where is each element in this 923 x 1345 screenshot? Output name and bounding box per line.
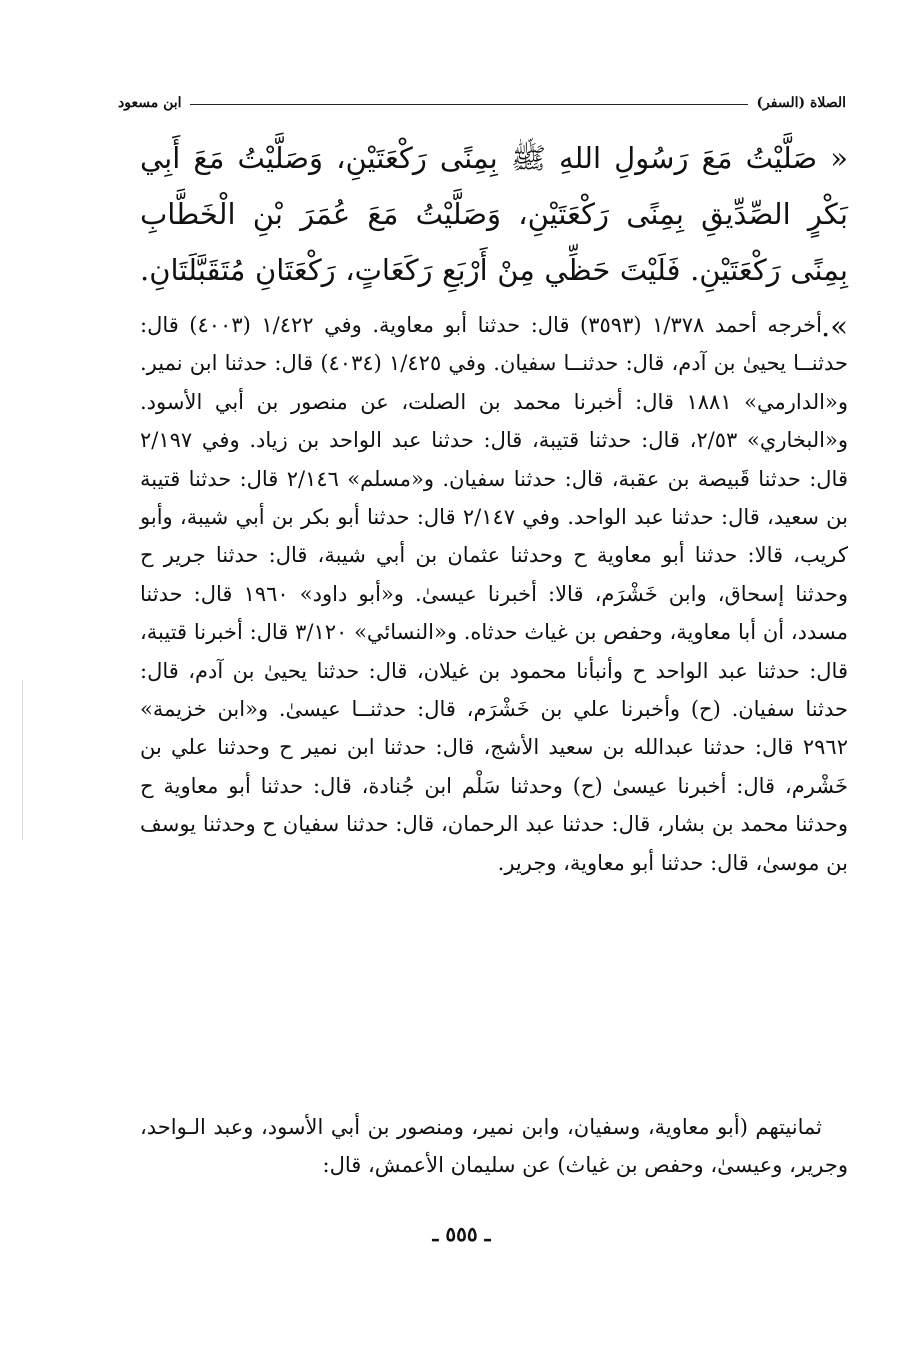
chapter-title: الصلاة (السفر) (756, 95, 846, 111)
summary-paragraph: ثمانيتهم (أبو معاوية، وسفيان، وابن نمير، ومنصور بن أبي الأسود، وعبد الـواحد، وجرير، وعيسىٰ، وحفص بن غياث) عن سليمان الأعمش، قال: (140, 1115, 848, 1178)
running-header (118, 92, 846, 114)
page-number: ـ ٥٥٥ ـ (432, 1222, 491, 1246)
header-rule (190, 104, 749, 105)
narrator-name: ابن مسعود (118, 95, 182, 111)
scan-edge-line (22, 680, 23, 840)
hadith-text: « صَلَّيْتُ مَعَ رَسُولِ اللهِ ﷺ بِمِنًى رَكْعَتَيْنِ، وَصَلَّيْتُ مَعَ أَبِي بَكْرٍ الصِّدِّيقِ بِمِنًى رَكْعَتَيْنِ، وَصَلَّيْتُ مَعَ عُمَرَ بْنِ الْخَطَّابِ بِمِنًى رَكْعَتَيْنِ. فَلَيْتَ حَظِّي مِنْ أَرْبَعِ رَكَعَاتٍ، رَكْعَتَانِ مُتَقَبَّلَتَانِ. ». (140, 141, 848, 343)
takhrij-paragraph: أخرجه أحمد ١/٣٧٨ (٣٥٩٣) قال: حدثنا أبو معاوية. وفي ١/٤٢٢ (٤٠٠٣) قال: حدثنــا يحيىٰ بن آدم، قال: حدثنــا سفيان. وفي ١/٤٢٥ (٤٠٣٤) قال: حدثنا ابن نمير. و«الدارمي» ١٨٨١ قال: أخبرنا محمد بن الصلت، عن منصور بن أبي الأسود. و«البخاري» ٢/٥٣، قال: حدثنا قتيبة، قال: حدثنا عبد الواحد بن زياد. وفي ٢/١٩٧ قال: حدثنا قَبيصة بن عقبة، قال: حدثنا سفيان. و«مسلم» ٢/١٤٦ قال: حدثنا قتيبة بن سعيد، قال: حدثنا عبد الواحد. وفي ٢/١٤٧ قال: حدثنا أبو بكر بن أبي شيبة، وأبو كريب، قالا: حدثنا أبو معاوية ح وحدثنا عثمان بن أبي شيبة، قال: حدثنا جرير ح وحدثنا إسحاق، وابن خَشْرَم، قالا: أخبرنا عيسىٰ. و«أبو داود» ١٩٦٠ قال: حدثنا مسدد، أن أبا معاوية، وحفص بن غياث حدثاه. و«النسائي» ٣/١٢٠ قال: أخبرنا قتيبة، قال: حدثنا عبد الواحد ح وأنبأنا محمود بن غيلان، قال: حدثنا يحيىٰ بن آدم، قال: حدثنا سفيان. (ح) وأخبرنا علي بن خَشْرَم، قال: حدثنــا عيسىٰ. و«ابن خزيمة» ٢٩٦٢ قال: حدثنا عبدالله بن سعيد الأشج، قال: حدثنا ابن نمير ح وحدثنا علي بن خَشْرم، قال: أخبرنا عيسىٰ (ح) وحدثنا سَلْم ابن جُنادة، قال: حدثنا أبو معاوية ح وحدثنا محمد بن بشار، قال: حدثنا عبد الرحمان، قال: حدثنا سفيان ح وحدثنا يوسف بن موسىٰ، قال: حدثنا أبو معاوية، وجرير. (140, 313, 849, 875)
